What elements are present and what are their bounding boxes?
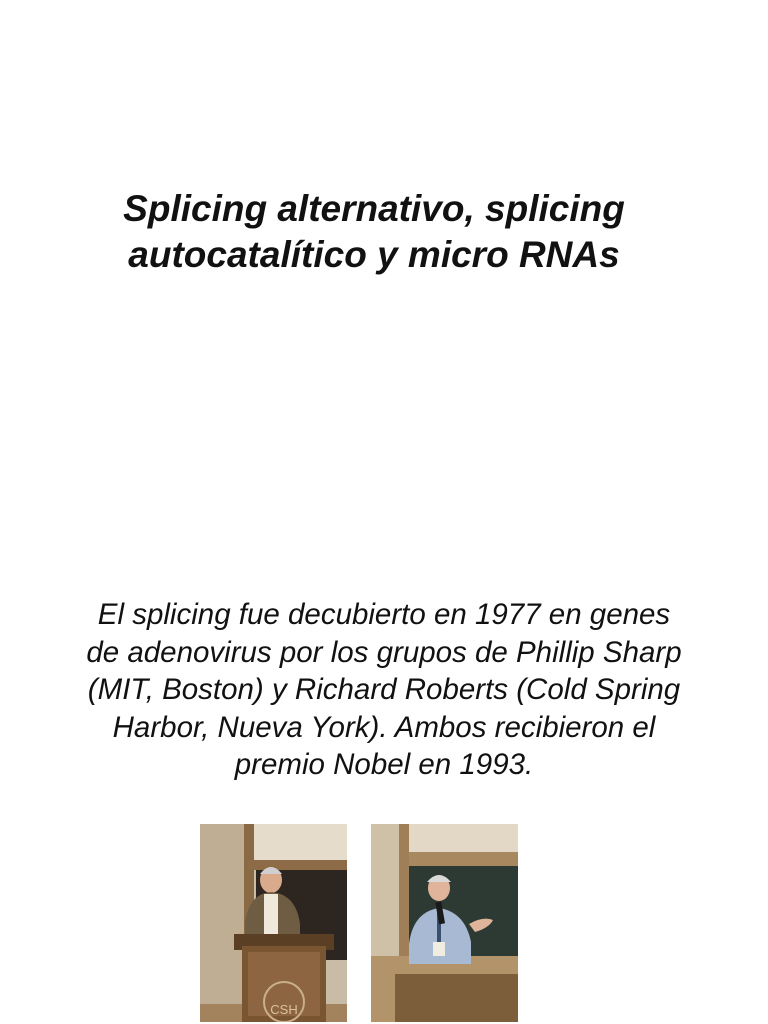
body-line-5: premio Nobel en 1993. — [234, 748, 534, 781]
body-line-1: El splicing fue decubierto en 1977 en genes — [97, 598, 671, 631]
body-line-3: (MIT, Boston) y Richard Roberts (Cold Spring — [87, 673, 681, 706]
photo-phillip-sharp — [200, 824, 347, 1022]
slide-title — [60, 186, 688, 278]
title-line-2: autocatalítico y micro RNAs — [128, 234, 620, 275]
body-line-4: Harbor, Nueva York). Ambos recibieron el — [112, 710, 656, 744]
title-line-1: Splicing alternativo, splicing — [123, 188, 625, 229]
photo-richard-roberts — [371, 824, 518, 1022]
body-line-2: de adenovirus por los grupos de Phillip Sharp — [86, 635, 682, 669]
podium-logo-text: CSH — [270, 1002, 298, 1017]
slide-body-text — [30, 596, 738, 784]
